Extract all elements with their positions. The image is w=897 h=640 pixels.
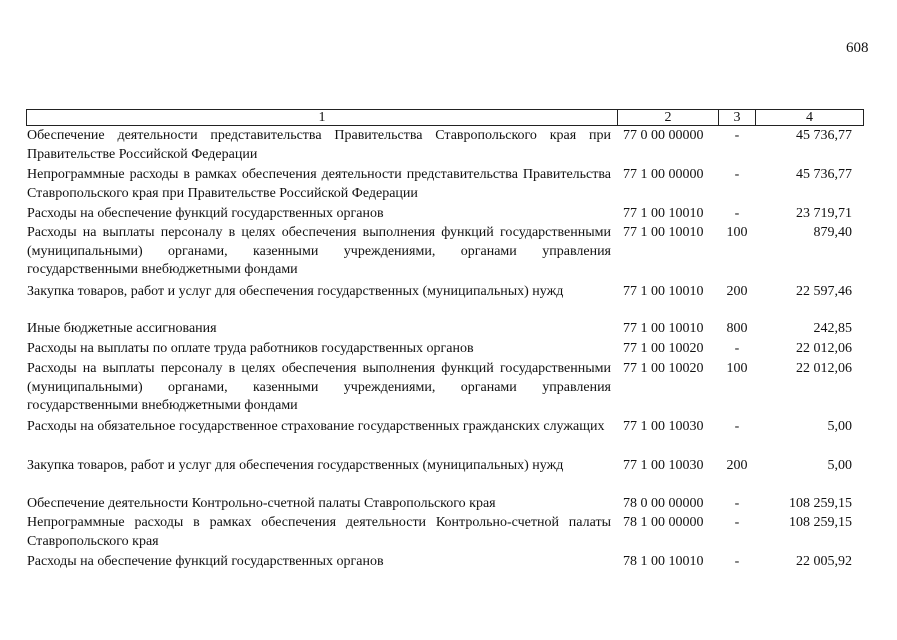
row-amount: 108 259,15 [789,496,852,511]
row-expense-type: 100 [726,361,748,376]
header-col-1: 1 [318,110,326,125]
header-col-2: 2 [664,110,672,125]
row-code: 78 1 00 00000 [623,515,704,530]
row-amount: 108 259,15 [789,515,852,530]
row-description: Закупка товаров, работ и услуг для обеспечения государственных (муниципальных) нужд [27,284,564,299]
row-amount: 5,00 [827,458,852,473]
row-code: 77 1 00 10030 [623,419,704,434]
row-description: Непрограммные расходы в рамках обеспечения деятельности представительства Правительства Ставропольского края при Правительстве Российской Федерации [27,167,611,201]
row-amount: 22 597,46 [796,284,852,299]
row-expense-type: - [734,496,740,511]
row-description: Иные бюджетные ассигнования [27,321,217,336]
row-amount: 242,85 [813,321,852,336]
row-amount: 5,00 [827,419,852,434]
row-expense-type: - [734,167,740,182]
row-expense-type: - [734,419,740,434]
row-expense-type: 200 [726,284,748,299]
row-code: 77 1 00 10020 [623,361,704,376]
row-expense-type: 100 [726,225,748,240]
row-expense-type: - [734,128,740,143]
page-number: 608 [846,40,869,56]
row-amount: 879,40 [813,225,852,240]
row-description: Расходы на выплаты персоналу в целях обеспечения выполнения функций государственными (муниципальными) органами, казенными учреждениями, органами управления государственными внебюджетными фондами [27,225,611,277]
row-code: 77 1 00 10030 [623,458,704,473]
row-code: 77 1 00 00000 [623,167,704,182]
row-code: 77 1 00 10010 [623,284,704,299]
header-col-4: 4 [806,110,813,125]
row-expense-type: 200 [726,458,748,473]
row-code: 77 1 00 10010 [623,321,704,336]
row-expense-type: - [734,341,740,356]
row-expense-type: 800 [726,321,748,336]
row-expense-type: - [734,554,740,569]
row-description: Непрограммные расходы в рамках обеспечения деятельности Контрольно-счетной палаты Ставропольского края [27,515,611,549]
row-description: Закупка товаров, работ и услуг для обеспечения государственных (муниципальных) нужд [27,458,564,473]
row-description: Расходы на обеспечение функций государственных органов [27,554,384,569]
row-amount: 22 012,06 [796,361,852,376]
row-code: 78 1 00 10010 [623,554,704,569]
row-description: Расходы на обязательное государственное страхование государственных гражданских служащих [27,419,605,434]
header-col-3: 3 [733,110,741,125]
row-code: 77 0 00 00000 [623,128,704,143]
row-code: 77 1 00 10010 [623,225,704,240]
row-description: Обеспечение деятельности Контрольно-счетной палаты Ставропольского края [27,496,496,511]
row-expense-type: - [734,515,740,530]
row-expense-type: - [734,206,740,221]
row-code: 77 1 00 10020 [623,341,704,356]
row-amount: 22 005,92 [796,554,852,569]
row-amount: 22 012,06 [796,341,852,356]
row-amount: 45 736,77 [796,128,852,143]
row-description: Обеспечение деятельности представительства Правительства Ставропольского края при Правительстве Российской Федерации [27,128,611,162]
row-description: Расходы на выплаты по оплате труда работников государственных органов [27,341,474,356]
row-amount: 45 736,77 [796,167,852,182]
row-description: Расходы на обеспечение функций государственных органов [27,206,384,221]
row-code: 77 1 00 10010 [623,206,704,221]
row-description: Расходы на выплаты персоналу в целях обеспечения выполнения функций государственными (муниципальными) органами, казенными учреждениями, органами управления государственными внебюджетными фондами [27,361,611,413]
table-header [26,109,864,126]
row-code: 78 0 00 00000 [623,496,704,511]
row-amount: 23 719,71 [796,206,852,221]
